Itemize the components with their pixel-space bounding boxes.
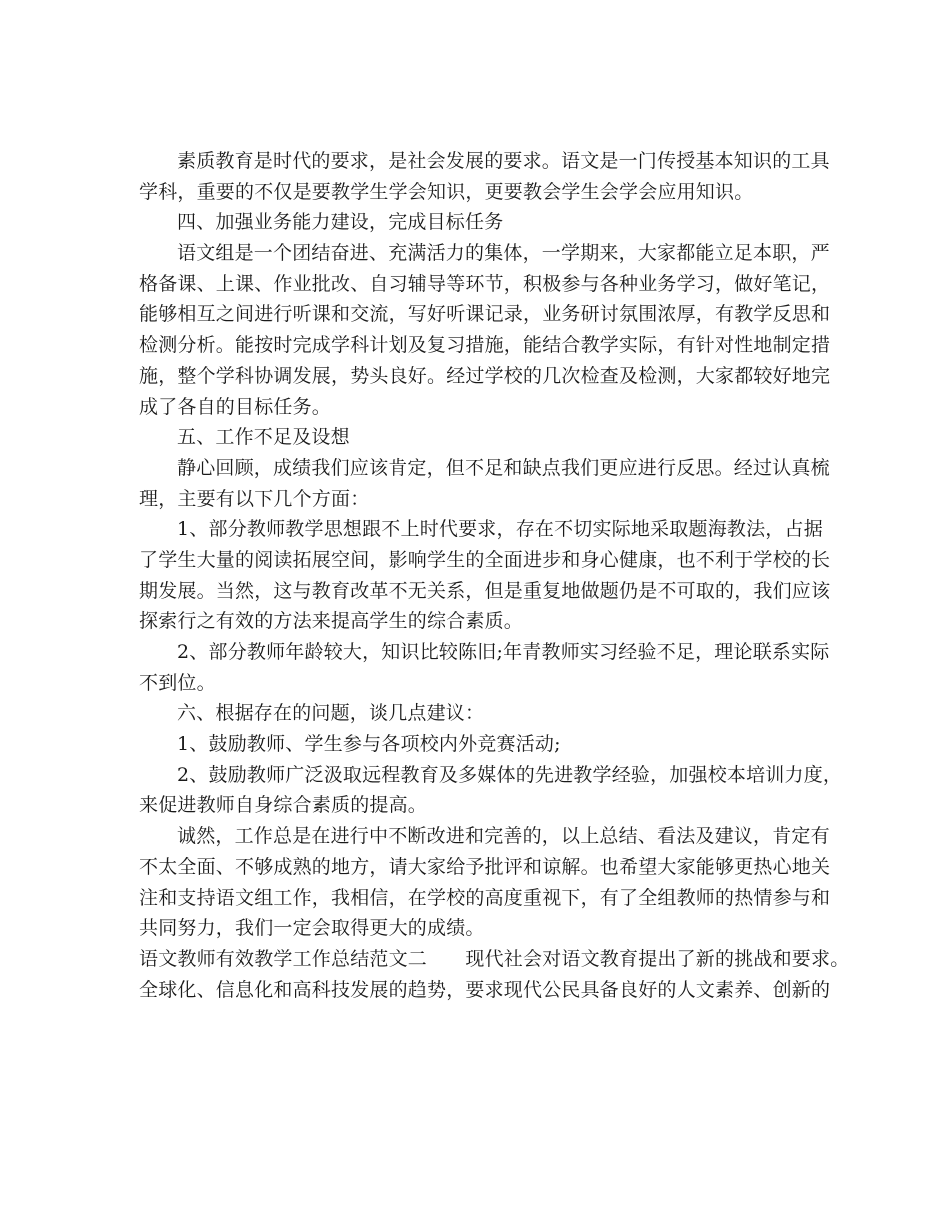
section-heading: 五、工作不足及设想 [177,426,350,449]
section-heading: 六、根据存在的问题，谈几点建议： [177,702,485,725]
list-item: 2、部分教师年龄较大，知识比较陈旧;年青教师实习经验不足，理论联系实际 [177,641,830,663]
text-line: 不太全面、不够成熟的地方，请大家给予批评和谅解。也希望大家能够更热心地关 [139,855,831,878]
text-line: 施，整个学科协调发展，势头良好。经过学校的几次检查及检测，大家都较好地完 [139,364,831,387]
document-body [139,146,850,1005]
list-item: 1、鼓励教师、学生参与各项校内外竞赛活动; [177,733,561,756]
article-title-line: 语文教师有效教学工作总结范文二 现代社会对语文教育提出了新的挑战和要求。 [139,947,850,970]
text-line: 素质教育是时代的要求，是社会发展的要求。语文是一门传授基本知识的工具 [177,150,830,172]
text-line: 静心回顾，成绩我们应该肯定，但不足和缺点我们更应进行反思。经过认真梳 [177,456,830,479]
text-line: 不到位。 [139,671,216,694]
text-line: 期发展。当然，这与教育改革不无关系，但是重复地做题仍是不可取的，我们应该 [139,579,831,602]
text-line: 成了各自的目标任务。 [139,395,332,418]
text-line: 探索行之有效的方法来提高学生的综合素质。 [139,610,524,633]
list-item: 1、部分教师教学思想跟不上时代要求，存在不切实际地采取题海教法，占据 [177,518,823,541]
text-line: 检测分析。能按时完成学科计划及复习措施，能结合教学实际，有针对性地制定措 [139,334,831,357]
text-line: 格备课、上课、作业批改、自习辅导等环节，积极参与各种业务学习，做好笔记， [139,272,831,295]
text-line: 语文组是一个团结奋进、充满活力的集体，一学期来，大家都能立足本职，严 [177,242,830,265]
text-line: 了学生大量的阅读拓展空间，影响学生的全面进步和身心健康，也不利于学校的长 [139,548,831,571]
text-line: 学科，重要的不仅是要教学生学会知识，更要教会学生会学会应用知识。 [139,180,754,203]
text-line: 能够相互之间进行听课和交流，写好听课记录，业务研讨氛围浓厚，有教学反思和 [139,303,831,326]
text-line: 来促进教师自身综合素质的提高。 [139,794,428,817]
text-line: 共同努力，我们一定会取得更大的成绩。 [139,917,485,940]
section-heading: 四、加强业务能力建设，完成目标任务 [177,211,504,234]
text-line: 理，主要有以下几个方面： [139,487,370,510]
list-item: 2、鼓励教师广泛汲取远程教育及多媒体的先进教学经验，加强校本培训力度， [177,763,843,786]
text-line: 注和支持语文组工作，我相信，在学校的高度重视下，有了全组教师的热情参与和 [139,886,831,909]
text-line: 全球化、信息化和高科技发展的趋势，要求现代公民具备良好的人文素养、创新的 [139,978,831,1001]
text-line: 诚然，工作总是在进行中不断改进和完善的，以上总结、看法及建议，肯定有 [177,825,830,848]
